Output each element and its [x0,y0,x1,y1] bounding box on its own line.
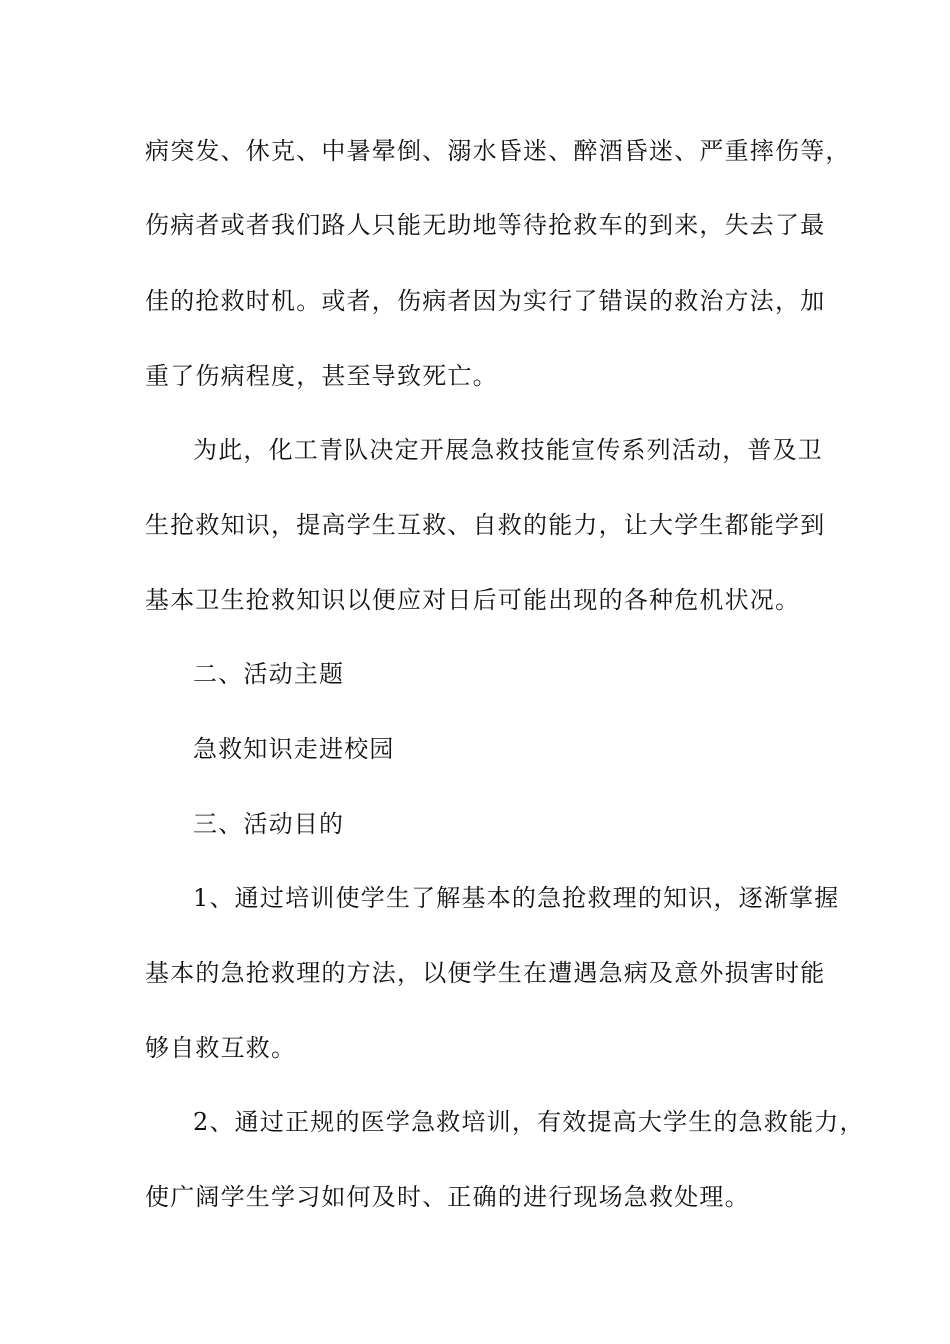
theme-text: 急救知识走进校园 [193,735,395,763]
purpose-item-1: 1、通过培训使学生了解基本的急抢救理的知识，逐渐掌握 [193,884,840,912]
text-line: 基本的急抢救理的方法，以便学生在遭遇急病及意外损害时能 [145,959,826,987]
section-heading-theme: 二、活动主题 [193,660,345,688]
text-line: 基本卫生抢救知识以便应对日后可能出现的各种危机状况。 [145,586,801,614]
paragraph-first-line: 为此，化工青队决定开展急救技能宣传系列活动，普及卫 [193,436,823,464]
text-line: 伤病者或者我们路人只能无助地等待抢救车的到来，失去了最 [145,211,826,239]
text-line: 病突发、休克、中暑晕倒、溺水昏迷、醉酒昏迷、严重摔伤等， [145,137,851,165]
text-line: 生抢救知识，提高学生互救、自救的能力，让大学生都能学到 [145,511,826,539]
section-heading-purpose: 三、活动目的 [193,810,345,838]
purpose-item-2: 2、通过正规的医学急救培训，有效提高大学生的急救能力， [193,1108,865,1136]
text-line: 够自救互救。 [145,1034,297,1062]
text-line: 重了伤病程度，甚至导致死亡。 [145,362,498,390]
text-line: 佳的抢救时机。或者，伤病者因为实行了错误的救治方法，加 [145,287,826,315]
text-line: 使广阔学生学习如何及时、正确的进行现场急救处理。 [145,1183,750,1211]
